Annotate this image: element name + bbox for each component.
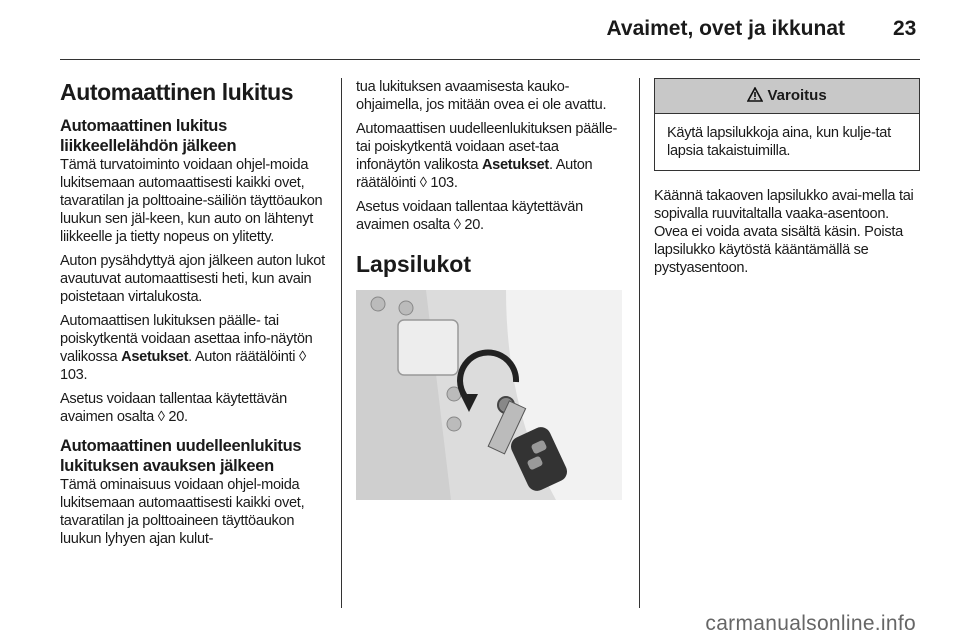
paragraph-text: Automaattisen lukituksen päälle- tai poiskytkentä voidaan asettaa info-näytön valikossa: [60, 313, 313, 365]
menu-name: Asetukset: [481, 157, 549, 173]
paragraph: Asetus voidaan tallentaa käytettävän avaimen osalta ◊ 20.: [60, 391, 287, 425]
paragraph-text: . Auton räätälöinti ◊ 103.: [60, 349, 306, 383]
warning-text: Käytä lapsilukkoja aina, kun kulje-tat lapsia takaistuimilla.: [667, 125, 891, 159]
paragraph: Käännä takaoven lapsilukko avai-mella tai sopivalla ruuvitaltalla vaaka-asentoon. Ovea ei voida avata sisältä käsin. Poista lapsilukko käytöstä kääntämällä se pystyasentoon.: [654, 188, 914, 276]
warning-title: Varoitus: [767, 87, 827, 104]
child-lock-drawing: [356, 290, 622, 500]
paragraph: Tämä turvatoiminto voidaan ohjel-moida lukitsemaan automaattisesti kaikki ovet, tavaratilan ja polttoaine-säiliön täyttöaukon luukun sen jäl-keen, kun auto on lähtenyt liikkeelle ja tietty nopeus on ylitetty.: [60, 157, 323, 245]
section-title: Lapsilukot: [356, 251, 472, 277]
menu-name: Asetukset: [121, 349, 189, 365]
child-lock-illustration: [356, 290, 622, 500]
section-title: Automaattinen lukitus: [60, 79, 294, 105]
column-1: [60, 78, 330, 554]
subsection-heading: Automaattinen lukitus liikkeellelähdön jälkeen: [60, 117, 237, 155]
paragraph: tua lukituksen avaamisesta kauko-ohjaimella, jos mitään ovea ei ole avattu.: [356, 79, 607, 113]
header-divider: [60, 59, 920, 60]
warning-triangle-icon: [747, 87, 763, 102]
paragraph: [60, 312, 330, 384]
paragraph-text: Automaattisen uudelleenlukituksen päälle- tai poiskytkentä voidaan aset-taa infonäytön valikosta: [356, 121, 618, 173]
paragraph: Auton pysähdyttyä ajon jälkeen auton lukot avautuvat automaattisesti heti, kun avain poistetaan virtalukosta.: [60, 253, 325, 305]
column-divider-2: [639, 78, 640, 608]
paragraph-text: . Auton räätälöinti ◊ 103.: [356, 157, 593, 191]
warning-header: [655, 79, 919, 114]
warning-body: [655, 114, 919, 170]
chapter-title: Avaimet, ovet ja ikkunat: [606, 17, 845, 40]
warning-box: [654, 78, 920, 171]
paragraph: Tämä ominaisuus voidaan ohjel-moida lukitsemaan automaattisesti kaikki ovet, tavaratilan ja polttoaineen täyttöaukon luukun lyhyen ajan kulut-: [60, 477, 305, 547]
column-3: [654, 78, 924, 283]
column-divider-1: [341, 78, 342, 608]
page-header: [0, 0, 960, 60]
watermark: carmanualsonline.info: [705, 612, 916, 635]
paragraph: Asetus voidaan tallentaa käytettävän avaimen osalta ◊ 20.: [356, 199, 583, 233]
page-number: 23: [893, 17, 917, 40]
paragraph: [356, 120, 626, 192]
subsection-heading: Automaattinen uudelleenlukitus lukituksen avauksen jälkeen: [60, 437, 302, 475]
column-2: [356, 78, 626, 500]
